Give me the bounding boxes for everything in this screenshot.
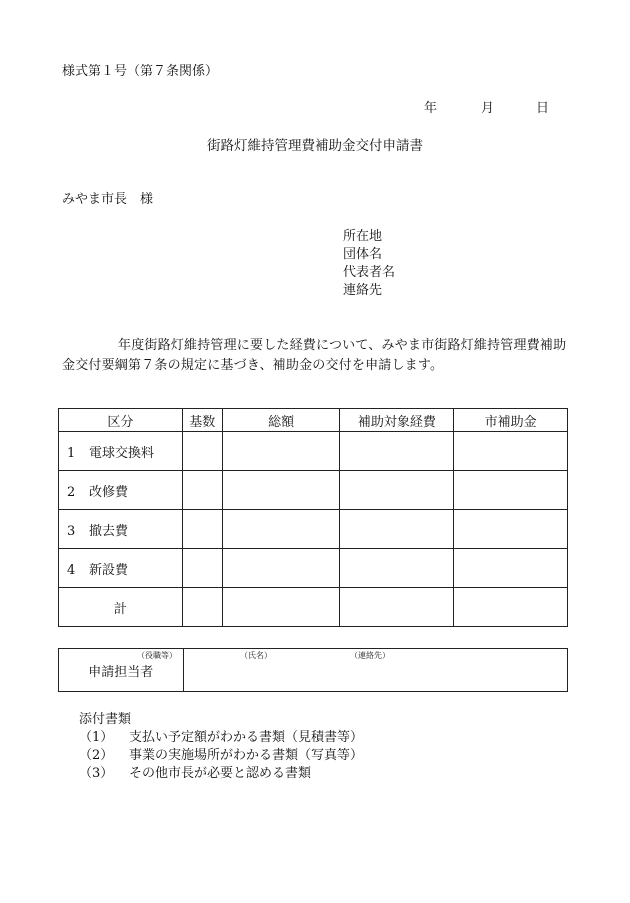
category-cell [59, 549, 183, 588]
attachment-number: （2） [79, 748, 114, 763]
total-amount-input[interactable] [222, 471, 340, 510]
category-cell [59, 432, 183, 471]
category-label: 撤去費 [89, 523, 129, 539]
eligible-cost-input[interactable] [340, 471, 454, 510]
count-input[interactable] [182, 471, 222, 510]
header-total-amount: 総額 [222, 409, 340, 432]
attachment-text: 支払い予定額がわかる書類（見積書等） [129, 730, 364, 745]
document-title: 街路灯維持管理費補助金交付申請書 [207, 138, 423, 154]
category-number: 3 [67, 523, 76, 539]
date-month-label: 月 [481, 101, 495, 116]
attachment-text: その他市長が必要と認める書類 [129, 766, 312, 781]
attachment-number: （3） [79, 766, 114, 781]
form-number: 様式第１号（第７条関係） [62, 64, 219, 79]
attachment-item [79, 766, 311, 783]
applicant-contact-label: 連絡先 [343, 283, 383, 298]
category-number: 4 [67, 562, 76, 578]
total-amount-input[interactable] [222, 510, 340, 549]
role-caption: （役職等） [137, 651, 177, 660]
header-eligible-cost: 補助対象経費 [340, 409, 454, 432]
category-label: 新設費 [89, 562, 129, 578]
contact-caption: （連絡先） [350, 651, 390, 660]
total-count-input[interactable] [182, 588, 222, 627]
table-row [59, 432, 568, 471]
table-total-row [59, 588, 568, 627]
eligible-cost-input[interactable] [340, 549, 454, 588]
category-label: 改修費 [89, 484, 129, 500]
total-city-subsidy-input[interactable] [454, 588, 568, 627]
city-subsidy-input[interactable] [454, 471, 568, 510]
name-caption: （氏名） [240, 651, 272, 660]
category-cell [59, 510, 183, 549]
attachments-title: 添付書類 [79, 712, 132, 727]
attachment-item [79, 730, 363, 747]
applicant-representative-label: 代表者名 [343, 265, 396, 280]
eligible-cost-input[interactable] [340, 510, 454, 549]
header-count: 基数 [182, 409, 222, 432]
category-label: 電球交換料 [89, 445, 155, 461]
contact-person-label: 申請担当者 [59, 649, 184, 692]
city-subsidy-input[interactable] [454, 549, 568, 588]
date-year-label: 年 [424, 101, 438, 116]
contact-person-table [58, 648, 568, 692]
applicant-address-label: 所在地 [343, 229, 383, 244]
city-subsidy-input[interactable] [454, 432, 568, 471]
attachment-number: （1） [79, 730, 114, 745]
table-header-row [59, 409, 568, 432]
table-row [59, 549, 568, 588]
subsidy-table [58, 408, 568, 627]
total-label: 計 [59, 588, 183, 627]
total-amount-input[interactable] [222, 549, 340, 588]
date-day-label: 日 [536, 101, 550, 116]
attachment-item [79, 748, 363, 765]
category-number: 2 [67, 484, 76, 500]
total-amount-input[interactable] [222, 432, 340, 471]
total-amount-sum-input[interactable] [222, 588, 340, 627]
table-row [59, 510, 568, 549]
count-input[interactable] [182, 549, 222, 588]
category-cell [59, 471, 183, 510]
eligible-cost-input[interactable] [340, 432, 454, 471]
application-statement: 年度街路灯維持管理に要した経費について、みやま市街路灯維持管理費補助金交付要綱第７条の規定に基づき、補助金の交付を申請します。 [62, 338, 567, 373]
count-input[interactable] [182, 510, 222, 549]
attachment-text: 事業の実施場所がわかる書類（写真等） [129, 748, 364, 763]
category-number: 1 [67, 445, 76, 461]
header-city-subsidy: 市補助金 [454, 409, 568, 432]
total-eligible-cost-input[interactable] [340, 588, 454, 627]
addressee: みやま市長 様 [62, 192, 154, 207]
applicant-organization-label: 団体名 [343, 247, 383, 262]
header-category: 区分 [59, 409, 183, 432]
count-input[interactable] [182, 432, 222, 471]
city-subsidy-input[interactable] [454, 510, 568, 549]
table-row [59, 471, 568, 510]
